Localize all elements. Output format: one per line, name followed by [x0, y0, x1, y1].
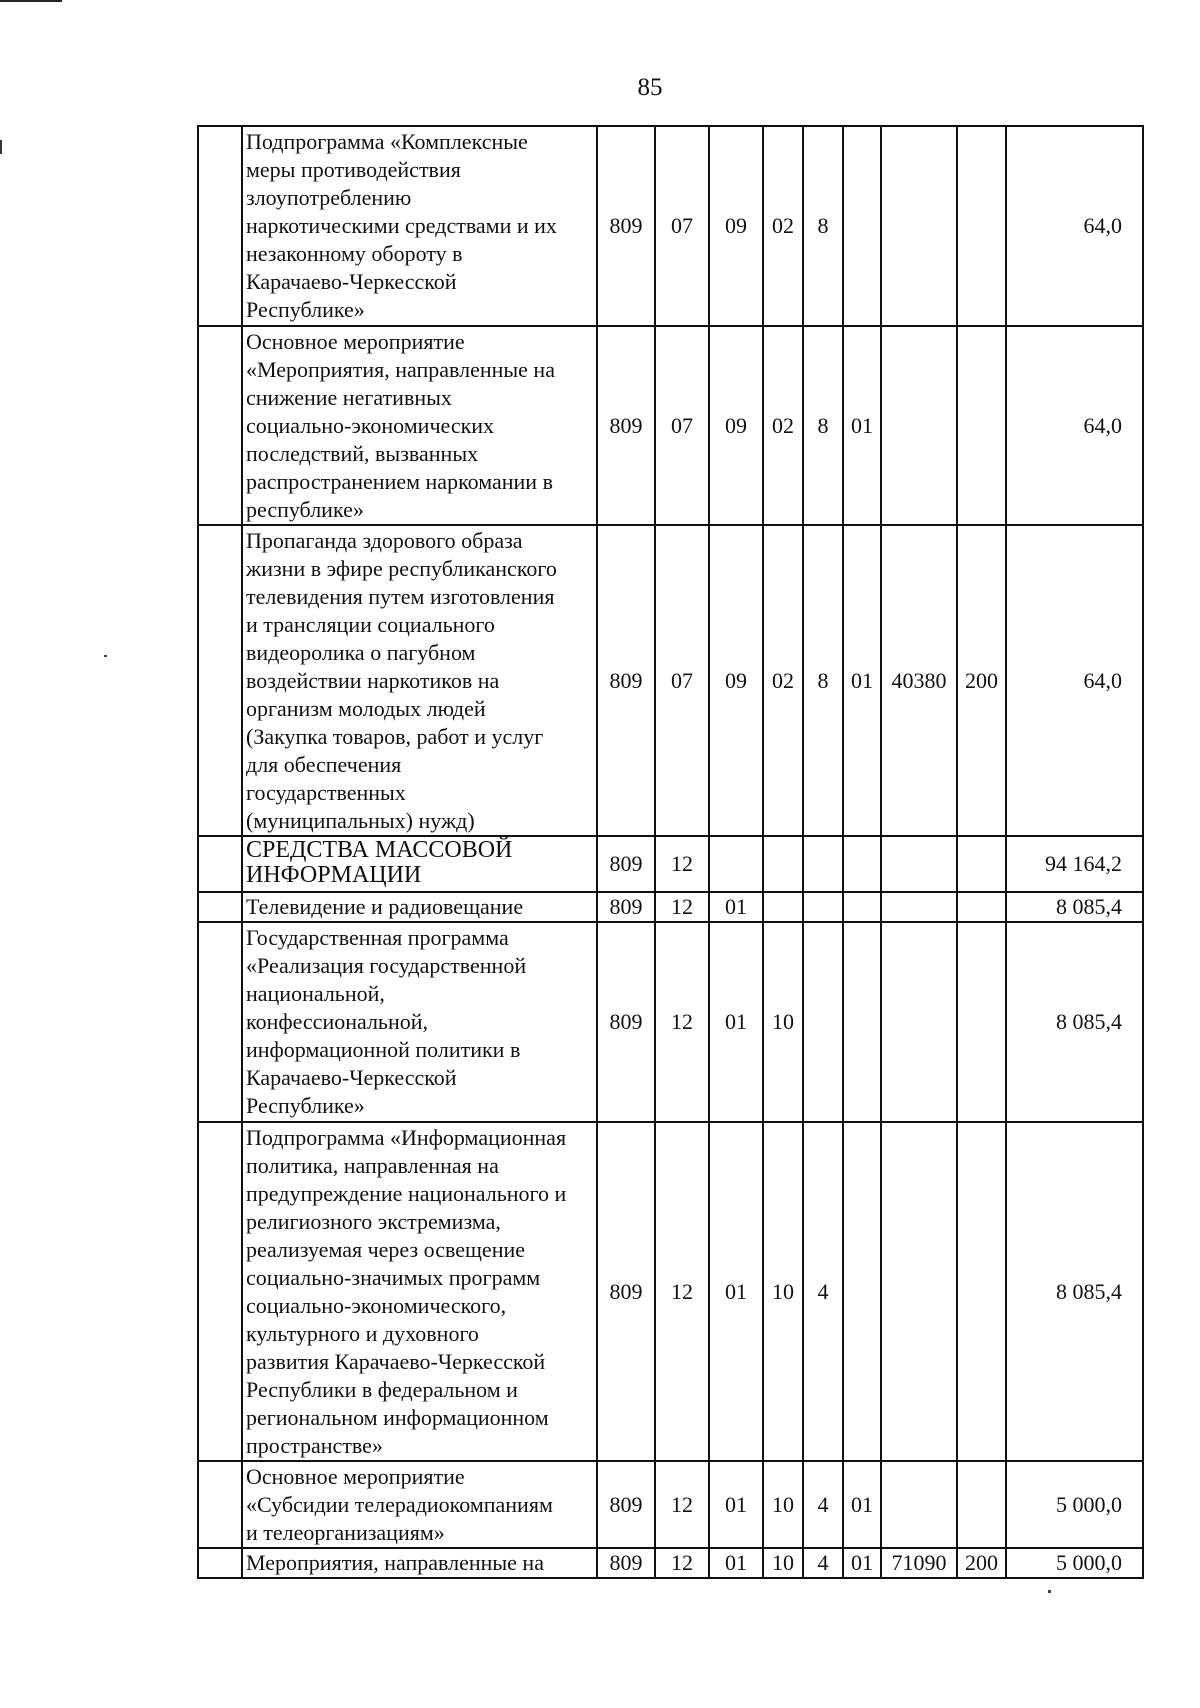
section-code: 12: [655, 922, 709, 1122]
expense-type-code: [957, 1461, 1006, 1548]
expense-type-code: 200: [957, 1548, 1006, 1578]
ministry-code: 809: [597, 836, 655, 892]
direction-code: [881, 326, 957, 525]
number-cell: [198, 525, 242, 836]
number-cell: [198, 1461, 242, 1548]
direction-code: [881, 126, 957, 326]
ministry-code: 809: [597, 326, 655, 525]
subsection-code: 09: [709, 326, 763, 525]
subsection-code: 01: [709, 1461, 763, 1548]
item-name: Телевидение и радиовещание: [242, 892, 597, 922]
subprogram-code: 4: [803, 1122, 843, 1461]
table-row: [198, 836, 1143, 892]
ministry-code: 809: [597, 1122, 655, 1461]
ministry-code: 809: [597, 1461, 655, 1548]
direction-code: 40380: [881, 525, 957, 836]
direction-code: [881, 1122, 957, 1461]
scan-speck: [1048, 1590, 1051, 1593]
item-name: Основное мероприятие «Мероприятия, направленные на снижение негативных социально-экономических последствий, вызванных распространением наркомании в республике»: [242, 326, 597, 525]
subsection-code: 01: [709, 1122, 763, 1461]
item-name: Подпрограмма «Комплексные меры противодействия злоупотреблению наркотическими средствами и их незаконному обороту в Карачаево-Черкесской Республике»: [242, 126, 597, 326]
amount: 5 000,0: [1006, 1461, 1143, 1548]
item-name: СРЕДСТВА МАССОВОЙ ИНФОРМАЦИИ: [242, 836, 597, 892]
subprogram-code: 4: [803, 1548, 843, 1578]
activity-code: 01: [843, 525, 881, 836]
section-code: 12: [655, 1122, 709, 1461]
item-name: Подпрограмма «Информационная политика, направленная на предупреждение национального и религиозного экстремизма, реализуемая через освещение социально-значимых программ социально-экономического, культурного и духовного развития Карачаево-Черкесской Республики в федеральном и региональном информационном пространстве»: [242, 1122, 597, 1461]
section-code: 12: [655, 836, 709, 892]
program-code: 02: [763, 525, 803, 836]
scan-edge-mark: [0, 0, 62, 2]
ministry-code: 809: [597, 1548, 655, 1578]
program-code: 02: [763, 326, 803, 525]
expense-type-code: [957, 326, 1006, 525]
table-row: [198, 1548, 1143, 1578]
program-code: 10: [763, 1122, 803, 1461]
number-cell: [198, 836, 242, 892]
subsection-code: 01: [709, 1548, 763, 1578]
amount: 64,0: [1006, 126, 1143, 326]
direction-code: [881, 892, 957, 922]
subsection-code: [709, 836, 763, 892]
section-code: 12: [655, 1461, 709, 1548]
item-name: Основное мероприятие «Субсидии телерадиокомпаниям и телеорганизациям»: [242, 1461, 597, 1548]
program-code: 10: [763, 1461, 803, 1548]
direction-code: [881, 922, 957, 1122]
number-cell: [198, 1548, 242, 1578]
amount: 94 164,2: [1006, 836, 1143, 892]
ministry-code: 809: [597, 126, 655, 326]
ministry-code: 809: [597, 892, 655, 922]
activity-code: [843, 126, 881, 326]
number-cell: [198, 892, 242, 922]
page-number: 85: [637, 74, 663, 101]
subsection-code: 01: [709, 892, 763, 922]
table-row: [198, 525, 1143, 836]
subsection-code: 09: [709, 525, 763, 836]
subprogram-code: 4: [803, 1461, 843, 1548]
ministry-code: 809: [597, 922, 655, 1122]
activity-code: 01: [843, 326, 881, 525]
section-code: 12: [655, 1548, 709, 1578]
table-row: [198, 126, 1143, 326]
ministry-code: 809: [597, 525, 655, 836]
table-row: [198, 1122, 1143, 1461]
number-cell: [198, 326, 242, 525]
subprogram-code: 8: [803, 326, 843, 525]
section-code: 12: [655, 892, 709, 922]
subprogram-code: [803, 836, 843, 892]
expense-type-code: [957, 922, 1006, 1122]
expense-type-code: [957, 892, 1006, 922]
amount: 8 085,4: [1006, 922, 1143, 1122]
number-cell: [198, 922, 242, 1122]
activity-code: [843, 922, 881, 1122]
program-code: [763, 836, 803, 892]
direction-code: [881, 1461, 957, 1548]
program-code: 02: [763, 126, 803, 326]
program-code: [763, 892, 803, 922]
table-row: [198, 892, 1143, 922]
table-row: [198, 1461, 1143, 1548]
item-name: Пропаганда здорового образа жизни в эфире республиканского телевидения путем изготовления и трансляции социального видеоролика о пагубном воздействии наркотиков на организм молодых людей (Закупка товаров, работ и услуг для обеспечения государственных (муниципальных) нужд): [242, 525, 597, 836]
subprogram-code: 8: [803, 525, 843, 836]
subprogram-code: 8: [803, 126, 843, 326]
amount: 64,0: [1006, 525, 1143, 836]
amount: 64,0: [1006, 326, 1143, 525]
section-code: 07: [655, 525, 709, 836]
item-name: Мероприятия, направленные на: [242, 1548, 597, 1578]
program-code: 10: [763, 1548, 803, 1578]
direction-code: 71090: [881, 1548, 957, 1578]
table-row: [198, 326, 1143, 525]
direction-code: [881, 836, 957, 892]
item-name: Государственная программа «Реализация государственной национальной, конфессиональной, информационной политики в Карачаево-Черкесской Республике»: [242, 922, 597, 1122]
number-cell: [198, 1122, 242, 1461]
activity-code: [843, 836, 881, 892]
budget-table: [197, 125, 1144, 1579]
expense-type-code: [957, 126, 1006, 326]
amount: 5 000,0: [1006, 1548, 1143, 1578]
activity-code: 01: [843, 1548, 881, 1578]
amount: 8 085,4: [1006, 1122, 1143, 1461]
activity-code: [843, 892, 881, 922]
subprogram-code: [803, 892, 843, 922]
program-code: 10: [763, 922, 803, 1122]
activity-code: 01: [843, 1461, 881, 1548]
amount: 8 085,4: [1006, 892, 1143, 922]
table-row: [198, 922, 1143, 1122]
expense-type-code: [957, 1122, 1006, 1461]
section-code: 07: [655, 326, 709, 525]
subprogram-code: [803, 922, 843, 1122]
scan-speck: [104, 655, 107, 657]
subsection-code: 01: [709, 922, 763, 1122]
section-code: 07: [655, 126, 709, 326]
number-cell: [198, 126, 242, 326]
subsection-code: 09: [709, 126, 763, 326]
expense-type-code: [957, 836, 1006, 892]
scan-edge-mark: [0, 140, 2, 154]
activity-code: [843, 1122, 881, 1461]
expense-type-code: 200: [957, 525, 1006, 836]
